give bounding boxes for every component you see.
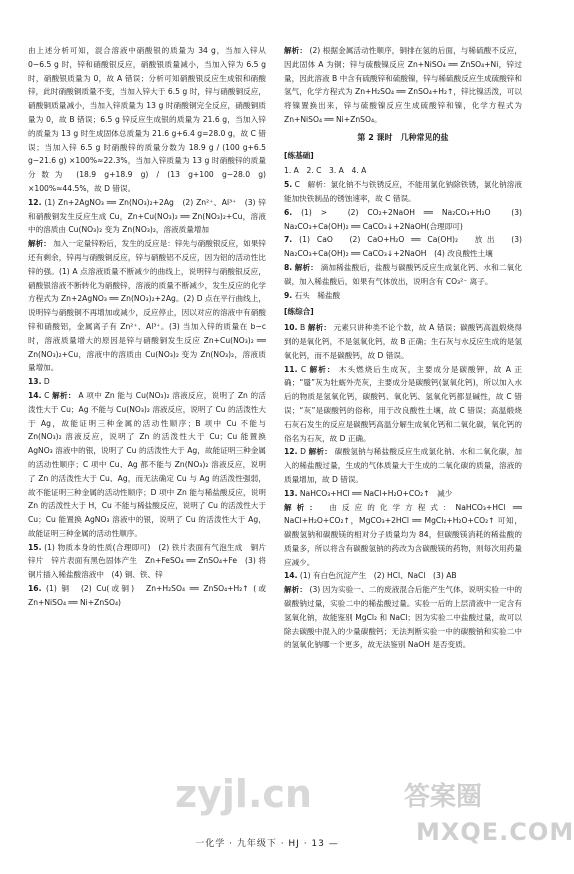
question-number: 14.	[28, 390, 42, 400]
question-number: 13.	[284, 488, 298, 498]
question-number: 11.	[284, 364, 298, 374]
analysis-tag: 解析：	[308, 447, 333, 457]
question-number: 14.	[284, 571, 298, 581]
watermark-logo-text: 答案圈	[404, 782, 483, 812]
answer-10	[284, 321, 522, 362]
analysis-tag: 解析：	[307, 323, 332, 333]
answer-choice: D	[300, 447, 306, 457]
explanation-text: (3) 因为实验一、二的废液混合后能产生气体，说明实验一中的碳酸钠过量，实验二中的稀盐酸过量。实验一后的上层清液中一定含有氢氧化钠，故能鉴别 MgCl₂ 和 NaCl；因为实验二中盐酸过量，故可以除去碳酸中混入的少量碳酸钙；无法判断实验一中的碳酸钠和实验二中的氢氧化钠哪一个更多，故无法鉴别 NaOH 是否变质。	[284, 585, 523, 650]
explanation-text: 木头燃烧后生成灰，主要成分是碳酸钾，故 A 正确；“蜃”灰为牡蛎外壳灰，主要成分是碳酸钙(氯氧化钙)，所以加入水后的物质是氢氧化钙，碳酸钙、氧化钙、氢氧化钙都显碱性，故 C 错误；“灰”是碳酸钙的俗称，用于改良酸性土壤，故 C 错误；高温煅烧石灰石发生的反应是碳酸钙高温分解生成氧化钙和二氧化碳，氧化钙的俗名为石灰，故 D 正确。	[284, 364, 523, 443]
explanation-text: 元素只讲种类不论个数，故 A 错误；碳酸钙高温煅烧得到的是氧化钙，不是氢氧化钙，故 B 正确；生石灰与水反应生成的是氢氧化钙，而不是碳酸钙，故 D 错误。	[284, 323, 523, 360]
explanation-text: A 项中 Zn 能与 Cu(NO₃)₂ 溶液反应，说明了 Zn 的活泼性大于 Cu；Ag 不能与 Cu(NO₃)₂ 溶液反应，说明了 Cu 的活泼性大于 Ag，故能证明三种金属的活动性顺序；B 项中 Cu 不能与 Zn(NO₃)₂ 溶液反应，说明了 Zn 的活泼性大于 Cu；Cu 能置换 AgNO₃ 溶液中的银，说明了 Cu 的活泼性大于 Ag，故能证明三种金属的活动性顺序；C 项中 Cu、Ag 都不能与 Zn(NO₃)₂ 溶液反应，说明了 Zn 的活泼性大于 Cu、Ag，而无法确定 Cu 与 Ag 的活泼性强弱，故不能证明三种金属的活动性顺序；D 项中 Zn 能与稀盐酸反应，说明 Zn 的活泼性大于 H，Cu 不能与稀盐酸反应，说明了 Cu 的活泼性大于 Cu；Cu 能置换 AgNO₃ 溶液中的银，说明了 Cu 的活泼性大于 Ag，故能证明三种金属的活动性顺序。	[28, 390, 267, 538]
question-number: 7.	[284, 235, 293, 245]
analysis-tag: 解析：	[284, 502, 322, 512]
answer-16	[28, 582, 266, 610]
answer-text: 滴加稀盐酸后，盐酸与碳酸钙反应生成氯化钙、水和二氧化碳，加入稀盐酸后，如果有气体放出，说明含有 CO₃²⁻ 离子。	[284, 262, 522, 286]
question-number: 6.	[284, 207, 293, 217]
left-column	[28, 44, 274, 610]
analysis-tag: 解析：	[28, 239, 51, 249]
analysis-tag: 解析：	[294, 262, 319, 272]
question-number: 12.	[284, 447, 298, 457]
answer-text: 石头 稀盐酸	[294, 290, 341, 300]
answer-text: (1) > (2) CO₂+2NaOH ══ Na₂CO₃+H₂O (3) Na₂CO₃+Ca(OH)₂ ══ CaCO₃↓+2NaOH(合理即可)	[284, 207, 522, 231]
question-number: 15.	[28, 542, 42, 552]
answer-8	[284, 261, 522, 289]
explanation-13-right	[284, 501, 522, 570]
question-number: 9.	[284, 290, 293, 300]
answer-7	[284, 233, 522, 261]
question-number: 8.	[284, 262, 293, 272]
explanation-text: 由反应的化学方程式：NaHCO₃+HCl ══ NaCl+H₂O+CO₂↑，MgCO₃+2HCl ══ MgCl₂+H₂O+CO₂↑ 可知，碳酸氢钠和碳酸镁的相对分子质量均为 84，但碳酸镁消耗的稀盐酸的质量多，所以将含有碳酸氢钠的药改为含碳酸镁的药物，则每次用药量应减少。	[284, 502, 522, 567]
answer-14	[28, 389, 266, 541]
explanation-text: (2) 根据金属活动性顺序，铜排在氢的后面，与稀硫酸不反应，因此固体 A 为铜；锌与硫酸镍反应 Zn+NiSO₄ ══ ZnSO₄+Ni，锌过量，因此溶液 B 中含有硫酸锌和硫酸镍，锌与稀硫酸反应生成硫酸锌和氢气，化学方程式为 Zn+H₂SO₄ ══ ZnSO₄+H₂↑，锌比镍活泼，可以将镍置换出来，锌与硫酸镍反应生成硫酸锌和镍，化学方程式为 Zn+NiSO₄ ══ Ni+ZnSO₄。	[284, 46, 523, 124]
answer-choice: B	[300, 323, 306, 333]
explanation-16-continued	[284, 44, 522, 127]
explanation-12	[28, 237, 266, 375]
analysis-tag: 解析：	[284, 46, 307, 55]
answer-12	[28, 196, 266, 237]
answer-14-right	[284, 569, 522, 583]
answer-13-right	[284, 487, 522, 501]
page-footer: 一化学 · 九年级下 · HJ · 13 —	[195, 839, 339, 849]
answer-text: (1) Zn+2AgNO₃ ══ Zn(NO₃)₂+2Ag (2) Zn²⁺、Al³⁺ (3) 锌和硝酸铜发生反应生成 Cu，Zn+Cu(NO₃)₂ ══ Zn(NO₃)₂+Cu，溶液中的溶质由 Cu(NO₃)₂ 变为 Zn(NO₃)₂，溶液质量增加	[28, 197, 266, 235]
answer-6	[284, 206, 522, 234]
explanation-14-right	[284, 583, 522, 652]
answer-text: (1) 物质本身的性质(合理即可) (2) 铁片表面有气泡生成 铜片 锌片 锌片表面有黑色固体产生 Zn+FeSO₄ ══ ZnSO₄+Fe (3) 将铜片插入稀盐酸溶液中 (4) 铜、铁、锌	[28, 542, 274, 580]
answer-text: (1) 铜 (2) Cu(或铜) Zn+H₂SO₄ ══ ZnSO₄+H₂↑ (或 Zn+NiSO₄ ══ Ni+ZnSO₄)	[28, 584, 266, 607]
analysis-tag: 解析：	[52, 390, 76, 400]
answers-1-4: 1. A 2. C 3. A 4. A	[284, 166, 367, 176]
section-header-basic: [练基础]	[284, 150, 314, 160]
answer-text: NaHCO₃+HCl ══ NaCl+H₂O+CO₂↑ 减少	[299, 488, 453, 498]
answer-text: C 解析：氯化钠不与铁锈反应，不能用氯化钠除铁锈，氯化钠溶液能加快铁制品的锈蚀速率，故 C 错误。	[284, 180, 522, 203]
question-number: 5.	[284, 180, 293, 190]
answer-text: C	[44, 390, 50, 400]
lesson-title: 第 2 课时 几种常见的盐	[357, 132, 449, 142]
analysis-tag: 解析：	[284, 585, 307, 595]
answer-text: (1) CaO (2) CaO+H₂O ══ Ca(OH)₂ 放出 (3) Na₂CO₃+Ca(OH)₂ ══ CaCO₃↓+2NaOH (4) 改良酸性土壤	[284, 235, 522, 259]
analysis-paragraph: 由上述分析可知，混合溶液中硝酸银的质量为 34 g，当加入锌从 0~6.5 g 时，锌和硝酸银反应，硝酸银质量减小，当加入锌为 6.5 g 时，硝酸银质量为 0，故 A 错误；分析可知硝酸银反应生成银和硝酸锌，此时硝酸铜质量不变，当加入锌大于 6.5 g 时，锌与硝酸铜反应，硝酸铜质量减小，当加入锌质量为 13 g 时硝酸铜完全反应，硝酸铜质量为 0，故 B 错误；6.5 g 锌反应生成银的质量为 21.6 g，当加入锌的质量为 13 g 时生成固体总质量为 21.6 g+6.4 g=28.0 g，故 C 错误；当加入锌 6.5 g 时硝酸锌的质量分数为 18.9 g / (100 g+6.5 g−21.6 g) ×100%≈22.3%，当加入锌质量为 13 g 时硝酸锌的质量分数为 (18.9 g+18.9 g) / (13 g+100 g−28.0 g) ×100%≈44.5%，故 D 错误。	[28, 46, 266, 193]
answer-12-right	[284, 445, 522, 486]
section-header-comprehensive: [练综合]	[284, 307, 314, 317]
watermark-url: MXQE.COM	[416, 818, 574, 846]
answer-5	[284, 178, 522, 206]
explanation-text: 碳酸氢钠与稀盐酸反应生成氯化钠、水和二氧化碳，加入的稀盐酸过量，生成的气体质量大于生成的二氧化碳的质量，溶液的质量增加，故 D 错误。	[284, 447, 523, 484]
answer-11	[284, 363, 522, 446]
watermark-site: zyjl.cn	[175, 772, 312, 816]
answer-15	[28, 541, 274, 582]
answer-text: D	[43, 377, 50, 387]
answer-text: (1) 有白色沉淀产生 (2) HCl、NaCl (3) AB	[299, 571, 457, 581]
question-number: 13.	[28, 377, 42, 387]
question-number: 10.	[284, 323, 298, 333]
explanation-text: 加入一定量锌粉后，发生的反应是：锌先与硝酸银反应，如果锌还有剩余，锌再与硝酸铜反应，锌与硝酸铝不反应，因为铝的活动性比锌的强。(1) A 点溶液质量不断减少的曲线上，说明锌与硝酸银反应，硝酸银溶液不断转化为硝酸锌，溶液的质量不断减少，发生反应的化学方程式为 Zn+2AgNO₃ ══ Zn(NO₃)₂+2Ag。(2) D 点在平行曲线上，说明锌与硝酸铜不再增加或减少，反应停止，因以对应的溶液中有硝酸锌和硝酸铝，金属离子有 Zn²⁺、Al³⁺。(3) 当加入锌的质量在 b~c 时，溶液质量增大的原因是锌与硝酸铜发生反应 Zn+Cu(NO₃)₂ ══ Zn(NO₃)₂+Cu，溶液中的溶质由 Cu(NO₃)₂ 变为 Zn(NO₃)₂，溶液质量增加。	[28, 239, 267, 373]
answer-13	[28, 375, 266, 389]
answer-choice: C	[300, 364, 307, 374]
analysis-tag: 解析：	[309, 364, 336, 374]
question-number: 16.	[28, 584, 42, 594]
question-number: 12.	[28, 197, 42, 207]
right-column	[284, 44, 522, 652]
answer-9	[284, 289, 522, 303]
